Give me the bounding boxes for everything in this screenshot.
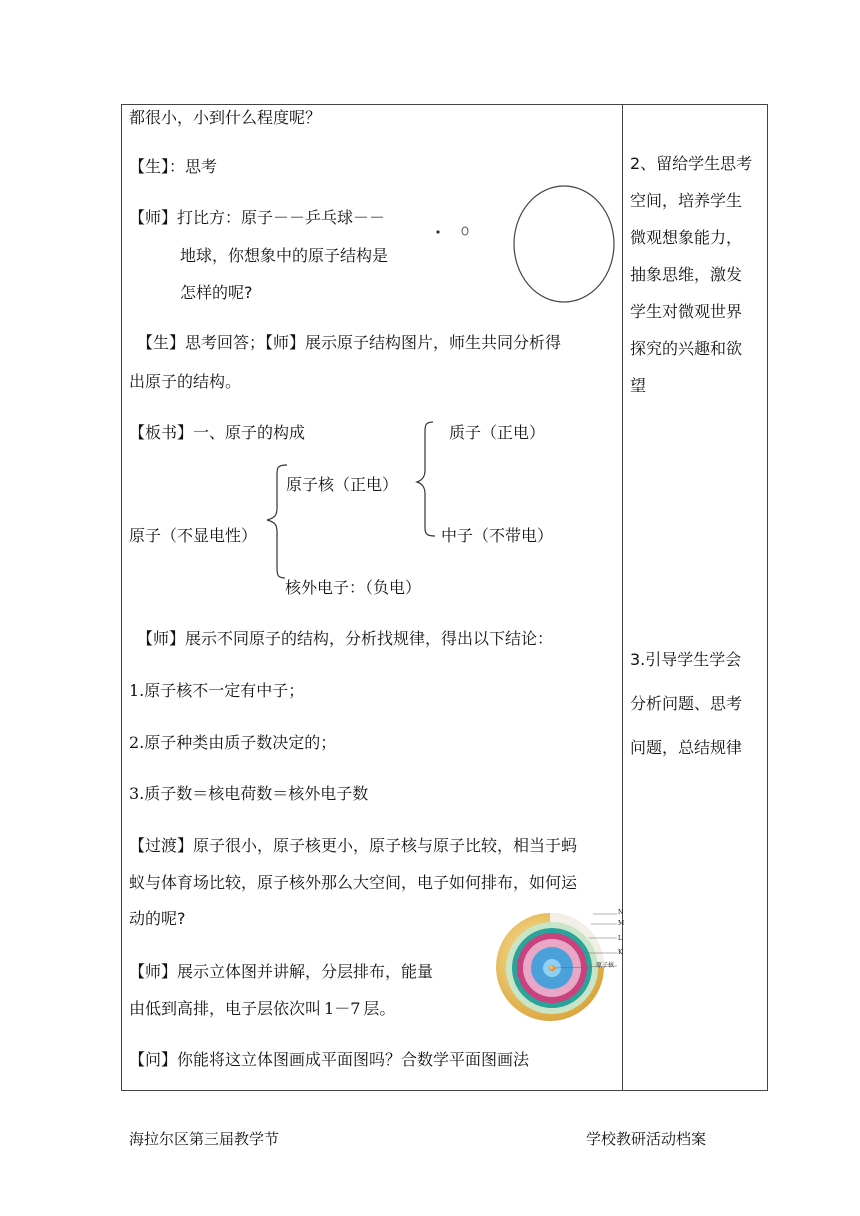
tree-nucleus: 原子核（正电） bbox=[286, 475, 399, 494]
teacher-analogy-line2: 地球，你想象中的原子结构是 bbox=[180, 246, 389, 265]
intro-line: 都很小，小到什么程度呢？ bbox=[129, 108, 322, 127]
tree-braces bbox=[255, 410, 455, 600]
atom-dot bbox=[436, 230, 439, 233]
tree-proton: 质子（正电） bbox=[449, 423, 546, 442]
brace-root bbox=[267, 465, 287, 578]
footer-left: 海拉尔区第三届教学节 bbox=[129, 1130, 280, 1148]
side-note-3 bbox=[630, 638, 742, 770]
tree-root: 原子（不显电性） bbox=[129, 526, 258, 545]
shell-label-m: M bbox=[618, 920, 625, 927]
column-divider bbox=[622, 104, 623, 1091]
side-note-3-line: 问题，总结规律 bbox=[630, 738, 743, 757]
conclusion-2 bbox=[129, 730, 336, 753]
transition-line2: 蚁与体育场比较，原子核外那么大空间，电子如何排布，如何运 bbox=[129, 873, 578, 892]
shell-label-nucleus: 原子核 bbox=[596, 962, 615, 969]
earth-circle bbox=[514, 186, 614, 302]
conclusion-3-text: 质子数＝核电荷数＝核外电子数 bbox=[144, 784, 369, 803]
teacher-rule: 【师】展示不同原子的结构，分析找规律，得出以下结论： bbox=[137, 629, 554, 648]
teacher-3d-line1: 【师】展示立体图并讲解，分层排布，能量 bbox=[129, 962, 434, 981]
side-note-2-line: 学生对微观世界 bbox=[630, 302, 743, 321]
side-note-2-line: 望 bbox=[630, 376, 647, 395]
side-note-2-line: 探究的兴趣和欲 bbox=[630, 339, 743, 358]
footer-right: 学校教研活动档案 bbox=[586, 1130, 707, 1148]
teacher-3d-line2-c: 层。 bbox=[363, 999, 396, 1018]
transition-line1: 【过渡】原子很小，原子核更小，原子核与原子比较，相当于蚂 bbox=[129, 836, 578, 855]
shell-label-k: K bbox=[618, 949, 623, 956]
brace-nucleus bbox=[417, 422, 435, 536]
teacher-analogy-line1: 【师】打比方：原子－－乒乓球－－ bbox=[129, 208, 386, 227]
transition-line3: 动的呢? bbox=[129, 909, 186, 928]
conclusion-1-number: 1. bbox=[129, 681, 145, 700]
conclusion-1 bbox=[129, 678, 304, 701]
layer-range: 1－7 bbox=[324, 999, 361, 1018]
conclusion-2-number: 2. bbox=[129, 733, 145, 752]
student-think: 【生】：思考 bbox=[129, 157, 218, 176]
tree-neutron: 中子（不带电） bbox=[441, 526, 554, 545]
board-title: 【板书】一、原子的构成 bbox=[129, 423, 306, 442]
side-note-2 bbox=[630, 145, 752, 404]
shell-label-n: N bbox=[618, 909, 624, 916]
conclusion-2-text: 原子种类由质子数决定的； bbox=[144, 733, 337, 752]
question-line: 【问】你能将这立体图画成平面图吗？合数学平面图画法 bbox=[129, 1050, 530, 1069]
conclusion-3-number: 3. bbox=[129, 784, 145, 803]
conclusion-3 bbox=[129, 781, 368, 804]
side-note-3-line: 3.引导学生学会 bbox=[630, 650, 742, 669]
side-note-2-line: 微观想象能力， bbox=[630, 228, 743, 247]
shell-label-l: L bbox=[618, 935, 622, 942]
nucleus bbox=[549, 965, 555, 971]
side-note-3-line: 分析问题、思考 bbox=[630, 694, 743, 713]
analogy-figure bbox=[430, 185, 620, 310]
student-answer-line2: 出原子的结构。 bbox=[129, 372, 242, 391]
pingpong-ball bbox=[462, 227, 468, 235]
side-note-2-line: 抽象思维，激发 bbox=[630, 265, 743, 284]
conclusion-1-text: 原子核不一定有中子； bbox=[144, 681, 305, 700]
side-note-2-line: 2、留给学生思考 bbox=[630, 154, 753, 173]
teacher-3d-line2-a: 由低到高排，电子层依次叫 bbox=[129, 999, 322, 1018]
student-answer-line1: 【生】思考回答；【师】展示原子结构图片，师生共同分析得 bbox=[137, 333, 562, 352]
teacher-3d-line2 bbox=[129, 996, 395, 1019]
tree-electron: 核外电子：（负电） bbox=[285, 578, 422, 597]
teacher-analogy-line3: 怎样的呢? bbox=[180, 283, 253, 302]
side-note-2-line: 空间，培养学生 bbox=[630, 191, 743, 210]
